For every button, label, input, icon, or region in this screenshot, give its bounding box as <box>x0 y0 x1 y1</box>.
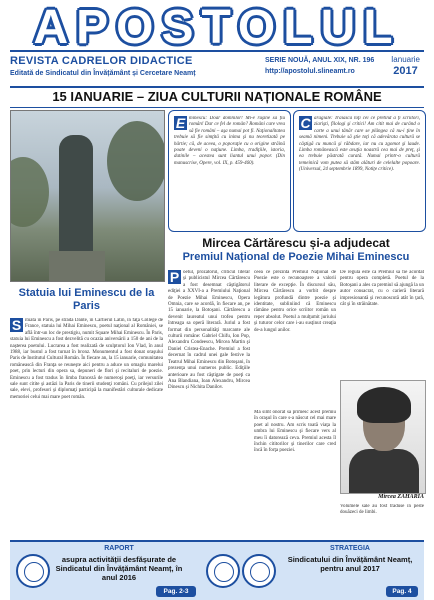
dropcap: S <box>11 318 22 333</box>
statue-article-body <box>10 318 163 536</box>
masthead <box>10 0 424 54</box>
masthead-title: APOSTOLUL <box>33 0 401 54</box>
eminescu-quote-box <box>168 110 291 232</box>
footer-band <box>10 540 424 600</box>
mircea-column-4: Mă simt onorat să primesc acest premiu în oraşul în care s-a născut cel mai mare poet al nostru. Am scris toată viaţa la umbra lui Eminescu şi fiecare vers al meu îi datorează ceva. Premiul acesta îl închin cititorilor şi tinerilor care cred încă în forţa poeziei. <box>254 410 336 454</box>
masthead-subheader <box>10 50 424 88</box>
publication-info <box>10 55 260 79</box>
caragiale-quote <box>299 116 420 226</box>
logo-ring <box>250 562 270 582</box>
eminescu-quote <box>174 116 285 226</box>
strategy-page-link[interactable]: Pag. 4 <box>386 586 418 597</box>
magazine-name: REVISTA CADRELOR DIDACTICE <box>10 55 193 67</box>
strategy-kicker: STRATEGIA <box>330 545 370 552</box>
strategy-title: Sindicatului din Învățământ Neamț, pentru anul 2017 <box>287 555 413 573</box>
issue-date <box>391 55 420 78</box>
main-headline: 15 IANUARIE – ZIUA CULTURII NAȚIONALE ROMÂNE <box>52 89 382 104</box>
mircea-article-title: Mircea Cărtărescu și-a adjudecat <box>202 236 390 250</box>
issue-series: SERIE NOUĂ, ANUL XIX, NR. 196 <box>265 57 375 64</box>
statue-article-title: Statuia lui Eminescu de la Paris <box>18 287 155 312</box>
union-logo-icon <box>16 554 50 588</box>
eminescu-quote-text: minescu: Doar domnilor! Mi-e ruşine să fiu român! Dar ce fel de român? Români care vrea să fie români – aşa numai pot fi. Naţionalitatea trebuie să fie simţită cu inima şi nu teoretizată pe hârtie; că, de aceea, o poporaţie cu o origine străină poate deveni o naţiune. Limba, tradiţiile, istoria, datinile – acestea sunt liantul unui popor. (Din manuscrise, Opere, vol. IX, p. 459-460). <box>174 116 285 166</box>
statue-pedestal <box>49 251 105 281</box>
logo-ring <box>24 562 44 582</box>
dropcap: C <box>300 116 311 131</box>
editor-line: Editată de Sindicatul din Învățământ și Cercetare Neamț <box>10 70 196 77</box>
mircea-column-1 <box>168 270 250 536</box>
author-body <box>349 449 419 494</box>
logo-ring <box>214 562 234 582</box>
dropcap: P <box>169 270 180 285</box>
statue-article-text: ituată în Paris, pe strada Dante, în Cartierul Latin, în faţa Collège de France, statuia lui Mihai Eminescu, poetul naţional al României, se află într-un loc de prestigiu, numit Square Mihai Eminescu. În Paris, statuia lui Eminescu a fost dezvelită cu ocazia aniversării a 150 de ani de la naşterea poetului. Lucrarea a fost realizată de sculptorul Ion Vlad, în anul 1988, iar bustul a fost turnat în bronz. Monumentul a fost donat oraşului Paris de Institutul Cultural Român. În fiecare an, la 15 ianuarie, comunitatea românească din Franţa se reuneşte aici pentru a aduce un omagiu marelui poet, prin lecturi din opera sa, depuneri de flori şi recitaluri de poezie. Eminescu a fost tradus în limba franceză de numeroşi poeţi, iar versurile sale sunt citite şi astăzi la Paris de tinerii studenţi români. Cu prilejul zilei sale, elevi, profesori şi diplomaţi participă la manifestări culturale dedicate memoriei celui mai mare poet român. <box>10 318 163 400</box>
tree-shape <box>107 121 165 201</box>
tree-shape <box>10 157 49 227</box>
website-link[interactable]: http://apostolul.slineamt.ro <box>265 68 355 75</box>
mircea-column-1-text: oetul, prozatorul, criticul literar şi publicistul Mircea Cărtărescu a fost desemnat câştigătorul ediţiei a XXVI-a a Premiului Naţional de Poezie Mihai Eminescu, Opera Omnia, care se acordă, în fiecare an, pe 15 ianuarie, la Botoşani. Cărtărescu a devenit laureatul unui trofeu pentru întreaga sa operă literară. Juriul a fost format din personalităţi marcante ale culturii române: Gabriel Chifu, Ion Pop, Alexandru Condeescu, Mircea Martin şi Daniel Cristea-Enache. Premiul a fost decernat în cadrul unei gale festive la Teatrul Mihai Eminescu din Botoşani, în prezenţa unui numeros public. Ediţiile anterioare au fost câştigate de poeţi ca Ana Blandiana, Ioan Alexandru, Mircea Dinescu şi Nichita Danilov. <box>168 270 250 391</box>
statue-figure <box>59 135 93 255</box>
mircea-column-3: De regulă este ca Premiul să fie acordat pentru opera completă. Poetul de la Botoşani a ales ca premiul să ajungă la un autor consacrat, cu o carieră literară impresionantă şi recunoscută atât în ţară, cât şi în străinătate. <box>340 270 424 308</box>
union-logo-icon <box>242 554 276 588</box>
mircea-article-subtitle: Premiul Național de Poezie Mihai Eminescu <box>182 251 410 263</box>
caragiale-quote-text: aragiale: Trăiască toţi cei ce pretind a fi scriitori, ziarişti, filologi şi critici! Am citit mai de curând o carte a unui tânăr care se plângea că nu-i ţine în seamă nimeni. Trebuie să ştie toţi că adevărata cultură se câştigă cu muncă şi răbdare, iar nu cu zgomot şi laude. Limba românească este avuţia noastră cea mai de preţ, şi ea trebuie păstrată curată. Numai printr-o cultură temeinică vom putea să stăm alături de celelalte popoare. (Universul, 24 septembrie 1899, Notiţe critice). <box>299 116 420 173</box>
issue-month: Ianuarie <box>391 55 420 64</box>
dropcap: E <box>175 116 186 131</box>
caragiale-quote-box <box>293 110 426 232</box>
issue-year: 2017 <box>393 65 418 77</box>
headline-divider <box>10 107 424 108</box>
statue-photo <box>10 110 165 282</box>
report-kicker: RAPORT <box>104 545 134 552</box>
author-photo <box>340 380 426 494</box>
mircea-column-2: ceea ce prezintă Premiul Naţional de Poezie este o recunoaştere a valorii literare de excepţie. În discursul său, Mircea Cărtărescu a vorbit despre legătura profundă dintre poezie şi identitate, subliniind că Eminescu rămâne pentru orice scriitor român un reper absolut. Poetul a mulţumit juriului şi tuturor celor care i-au susţinut creaţia de-a lungul anilor. <box>254 270 336 333</box>
union-logo-icon <box>206 554 240 588</box>
mircea-column-5: Volumele sale au fost traduse în peste douăzeci de limbi. <box>340 504 424 516</box>
author-hair <box>357 387 411 423</box>
report-page-link[interactable]: Pag. 2-3 <box>156 586 196 597</box>
report-title: asupra activității desfășurate de Sindicatul din Învățământ Neamț, în anul 2016 <box>55 555 183 582</box>
photo-caption: Mircea ZAHARIA <box>378 494 424 500</box>
